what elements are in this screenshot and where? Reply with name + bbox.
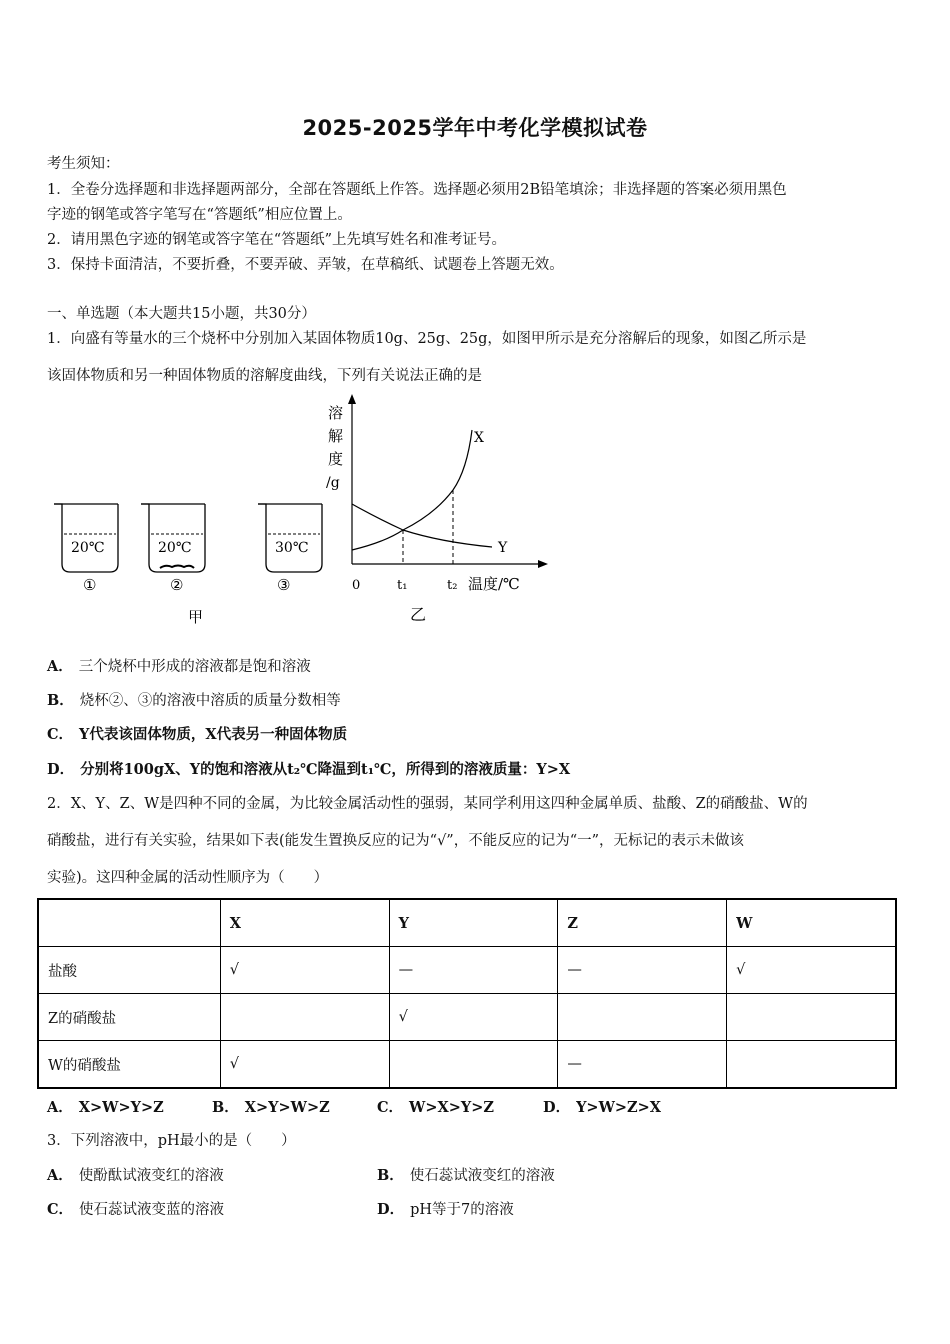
table-row [38, 994, 896, 1041]
table-cell [727, 1041, 896, 1089]
table-row [38, 947, 896, 994]
curve-x [352, 430, 472, 550]
question-1-option-c[interactable]: C． Y代表该固体物质，X代表另一种固体物质 [47, 726, 348, 743]
section-heading: 一、单选题（本大题共15小题，共30分） [47, 306, 316, 322]
y-axis-char: 度 [328, 450, 344, 468]
table-cell: W的硝酸盐 [38, 1041, 220, 1089]
beaker-3-number: ③ [277, 576, 291, 594]
beaker-1 [54, 504, 118, 594]
origin-label: 0 [352, 578, 361, 593]
t2-label: t₂ [447, 578, 458, 593]
table-cell [727, 994, 896, 1041]
beaker-1-temp: 20℃ [71, 540, 105, 556]
question-2-stem: 硝酸盐，进行有关实验，结果如下表(能发生置换反应的记为“√”，不能反应的记为“一”，无标记的表示未做该 [47, 833, 745, 849]
question-1-figure [40, 392, 580, 632]
y-axis-char: 溶 [328, 404, 344, 422]
table-cell: √ [727, 947, 896, 994]
table-header-cell: Z [558, 899, 727, 947]
beaker-2-temp: 20℃ [158, 540, 192, 556]
curve-x-label: X [474, 430, 484, 446]
beaker-2 [141, 504, 205, 594]
table-cell: — [558, 1041, 727, 1089]
question-1-stem: 该固体物质和另一种固体物质的溶解度曲线，下列有关说法正确的是 [47, 368, 482, 384]
question-2-option-b[interactable]: B． X>Y>W>Z [212, 1099, 330, 1116]
table-cell [389, 1041, 558, 1089]
table-cell [558, 994, 727, 1041]
table-cell: √ [389, 994, 558, 1041]
question-2-option-a[interactable]: A． X>W>Y>Z [47, 1099, 164, 1116]
solubility-graph [326, 394, 548, 624]
table-header-cell: Y [389, 899, 558, 947]
undissolved-solid [160, 566, 194, 569]
question-3-option-a[interactable]: A． 使酚酞试液变红的溶液 [47, 1167, 224, 1184]
question-2-option-d[interactable]: D． Y>W>Z>X [543, 1099, 661, 1116]
question-1-option-d[interactable]: D． 分别将100gX、Y的饱和溶液从t₂℃降温到t₁℃，所得到的溶液质量：Y>X [47, 761, 571, 778]
figure-label-yi: 乙 [410, 605, 427, 624]
table-header-cell [38, 899, 220, 947]
question-3-option-d[interactable]: D． pH等于7的溶液 [377, 1201, 514, 1218]
curve-y-label: Y [498, 540, 508, 556]
question-3-stem: 3．下列溶液中，pH最小的是（ ） [47, 1133, 296, 1149]
notice-item: 3．保持卡面清洁，不要折叠，不要弄破、弄皱，在草稿纸、试题卷上答题无效。 [47, 257, 564, 273]
question-2-option-c[interactable]: C． W>X>Y>Z [377, 1099, 494, 1116]
table-cell: Z的硝酸盐 [38, 994, 220, 1041]
table-row [38, 1041, 896, 1089]
page-title: 2025-2025学年中考化学模拟试卷 [302, 116, 648, 140]
figure-label-jia: 甲 [188, 608, 204, 626]
table-cell: √ [220, 1041, 389, 1089]
beaker-3-temp: 30℃ [275, 540, 309, 556]
x-axis-label: 温度/℃ [468, 575, 520, 593]
beaker-1-number: ① [83, 576, 97, 594]
question-2-stem: 实验)。这四种金属的活动性顺序为（ ） [47, 870, 329, 886]
table-cell: — [389, 947, 558, 994]
table-header-cell: W [727, 899, 896, 947]
question-1-option-b[interactable]: B． 烧杯②、③的溶液中溶质的质量分数相等 [47, 692, 341, 709]
table-header-row [38, 899, 896, 947]
notice-item: 2．请用黑色字迹的钢笔或答字笔在“答题纸”上先填写姓名和准考证号。 [47, 232, 507, 248]
curve-y [352, 504, 492, 547]
table-header-cell: X [220, 899, 389, 947]
table-cell: 盐酸 [38, 947, 220, 994]
table-cell: — [558, 947, 727, 994]
question-1-stem: 1．向盛有等量水的三个烧杯中分别加入某固体物质10g、25g、25g，如图甲所示是充分溶解后的现象，如图乙所示是 [47, 331, 807, 347]
question-1-option-a[interactable]: A． 三个烧杯中形成的溶液都是饱和溶液 [47, 658, 311, 675]
question-2-stem: 2．X、Y、Z、W是四种不同的金属，为比较金属活动性的强弱，某同学利用这四种金属单质、盐酸、Z的硝酸盐、W的 [47, 796, 808, 812]
notice-item: 1．全卷分选择题和非选择题两部分，全部在答题纸上作答。选择题必须用2B铅笔填涂；非选择题的答案必须用黑色 [47, 182, 787, 198]
table-cell [220, 994, 389, 1041]
y-axis-char: /g [326, 475, 340, 491]
notice-item: 字迹的钢笔或答字笔写在“答题纸”相应位置上。 [47, 207, 352, 223]
beaker-2-number: ② [170, 576, 184, 594]
t1-label: t₁ [397, 578, 408, 593]
notice-heading: 考生须知： [47, 156, 120, 172]
beaker-3 [258, 504, 322, 594]
question-3-option-c[interactable]: C． 使石蕊试液变蓝的溶液 [47, 1201, 225, 1218]
reaction-table [37, 898, 897, 1089]
question-3-option-b[interactable]: B． 使石蕊试液变红的溶液 [377, 1167, 555, 1184]
y-axis-char: 解 [328, 427, 344, 445]
table-cell: √ [220, 947, 389, 994]
